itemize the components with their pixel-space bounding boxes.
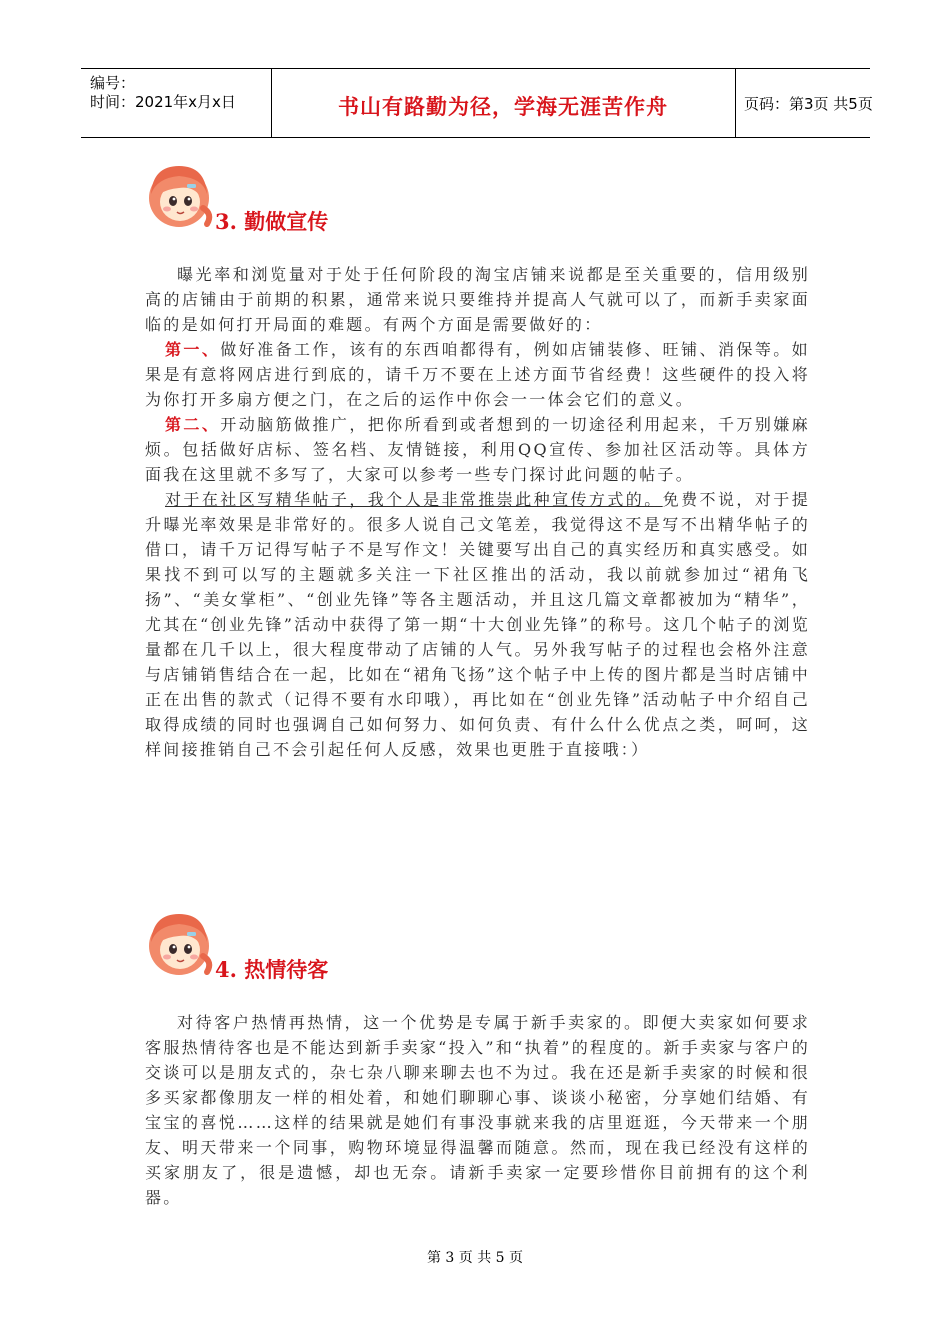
section-3-point-1 [145,337,810,412]
document-header [81,68,873,138]
section-3-body [145,262,810,762]
header-page-cell [735,69,873,137]
section-3-heading [143,158,443,238]
header-motto-cell [271,69,736,137]
girl-mascot-icon [143,158,215,230]
date-label: 时间：2021年x月x日 [90,93,236,111]
point-2-lead: 第二、 [165,415,221,434]
page-info: 页码：第3页 共5页 [744,95,873,113]
point-1-text: 做好准备工作，该有的东西咱都得有，例如店铺装修、旺铺、消保等。如果是有意将网店进行到底的，请千万不要在上述方面节省经费！这些硬件的投入将为你打开多扇方便之门，在之后的运作中你会一一体会它们的意义。 [145,340,810,409]
point-2-text: 开动脑筋做推广，把你所看到或者想到的一切途径利用起来，千万别嫌麻烦。包括做好店标、签名档、友情链接，利用QQ宣传、参加社区活动等。具体方面我在这里就不多写了，大家可以参考一些专门探讨此问题的帖子。 [145,415,810,484]
point-1-lead: 第一、 [165,340,221,359]
section-3-point-3 [145,487,810,762]
section-4-paragraph: 对待客户热情再热情，这一个优势是专属于新手卖家的。即便大卖家如何要求客服热情待客也是不能达到新手卖家“投入”和“执着”的程度的。新手卖家与客户的交谈可以是朋友式的，杂七杂八聊来聊去也不为过。我在还是新手卖家的时候和很多买家都像朋友一样的相处着，和她们聊聊心事、谈谈小秘密，分享她们结婚、有宝宝的喜悦……这样的结果就是她们有事没事就来我的店里逛逛，今天带来一个朋友、明天带来一个同事，购物环境显得温馨而随意。然而，现在我已经没有这样的买家朋友了，很是遗憾，却也无奈。请新手卖家一定要珍惜你目前拥有的这个利器。 [145,1013,810,1207]
header-meta-cell [81,69,272,137]
girl-mascot-icon [143,906,215,978]
point-3-underlined: 对于在社区写精华帖子，我个人是非常推崇此种宣传方式的。 [165,490,663,509]
section-3-point-2 [145,412,810,487]
section-4-body [145,1010,810,1210]
serial-label: 编号： [90,74,136,92]
section-3-title: 3. 勤做宣传 [215,209,329,234]
section-3-intro: 曝光率和浏览量对于处于任何阶段的淘宝店铺来说都是至关重要的，信用级别高的店铺由于前期的积累，通常来说只要维持并提高人气就可以了，而新手卖家面临的是如何打开局面的难题。有两个方面是需要做好的： [145,265,810,334]
motto: 书山有路勤为径，学海无涯苦作舟 [338,95,668,119]
section-4-heading [143,906,443,986]
point-3-text: 免费不说，对于提升曝光率效果是非常好的。很多人说自己文笔差，我觉得这不是写不出精华帖子的借口，请千万记得写帖子不是写作文！关键要写出自己的真实经历和真实感受。如果找不到可以写的主题就多关注一下社区推出的活动，我以前就参加过“裙角飞扬”、“美女掌柜”、“创业先锋”等各主题活动，并且这几篇文章都被加为“精华”，尤其在“创业先锋”活动中获得了第一期“十大创业先锋”的称号。这几个帖子的浏览量都在几千以上，很大程度带动了店铺的人气。另外我写帖子的过程也会格外注意与店铺销售结合在一起，比如在“裙角飞扬”这个帖子中上传的图片都是当时店铺中正在出售的款式（记得不要有水印哦），再比如在“创业先锋”活动帖子中介绍自己取得成绩的同时也强调自己如何努力、如何负责、有什么什么优点之类，呵呵，这样间接推销自己不会引起任何人反感，效果也更胜于直接哦：） [145,490,810,759]
section-4-title: 4. 热情待客 [215,957,329,982]
page-footer: 第 3 页 共 5 页 [426,1250,524,1266]
